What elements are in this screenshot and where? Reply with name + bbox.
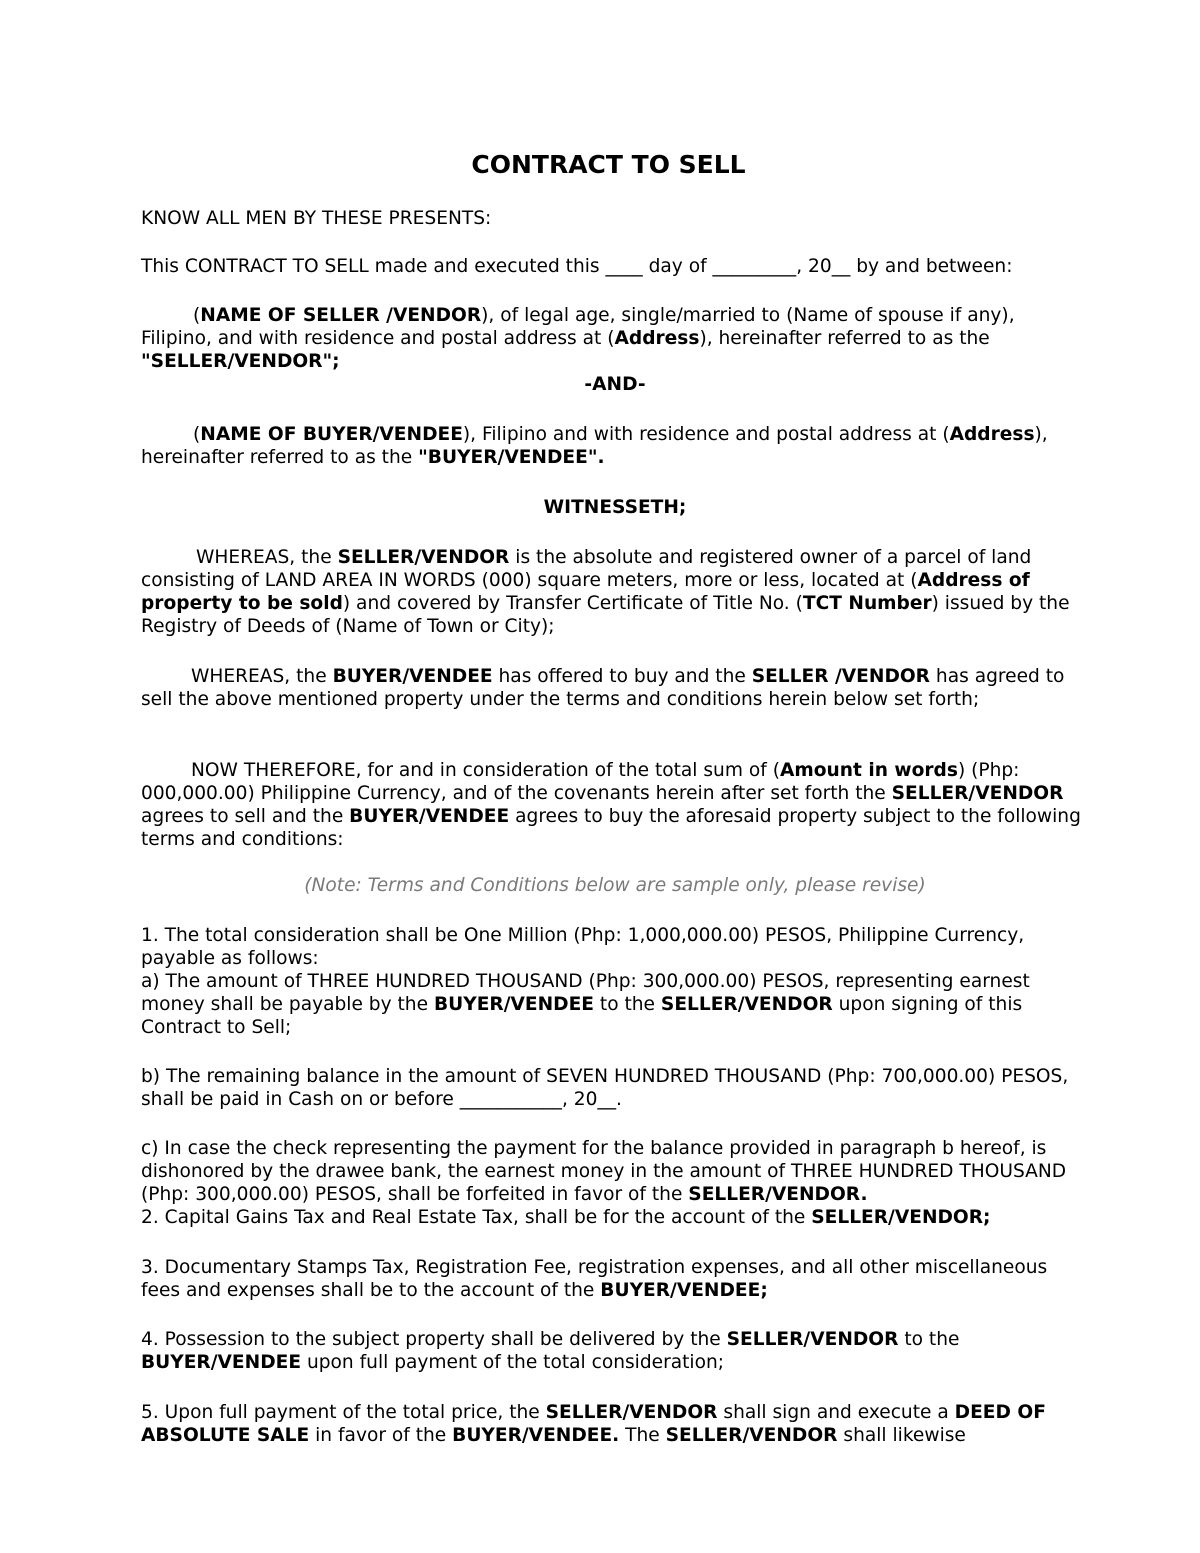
seller-address: Address bbox=[614, 328, 700, 349]
know-all-line: KNOW ALL MEN BY THESE PRESENTS: bbox=[141, 208, 492, 229]
seller-paragraph: (NAME OF SELLER /VENDOR), of legal age, single/married to (Name of spouse if any), Filipino, and with residence and postal address at (Address), hereinafter referred to as the "SELLER/VENDOR"; bbox=[141, 305, 1015, 372]
term-1-paragraph: 1. The total consideration shall be One Million (Php: 1,000,000.00) PESOS, Philippine Currency, payable as follows: a) The amount of THREE HUNDRED THOUSAND (Php: 300,000.00) PESOS, representing earnest money shall be payable by the BUYER/VENDEE to the SELLER/VENDOR upon signing of this Contract to Sell; bbox=[141, 925, 1030, 1038]
term-5-paragraph: 5. Upon full payment of the total price, the SELLER/VENDOR shall sign and execute a DEED OF ABSOLUTE SALE in favor of the BUYER/VENDEE. The SELLER/VENDOR shall likewise bbox=[141, 1402, 1046, 1446]
whereas-offer-paragraph: WHEREAS, the BUYER/VENDEE has offered to buy and the SELLER /VENDOR has agreed to sell the above mentioned property under the terms and conditions herein below set forth; bbox=[141, 666, 1065, 710]
and-separator: -AND- bbox=[584, 374, 646, 395]
buyer-label: "BUYER/VENDEE". bbox=[418, 447, 605, 468]
term-c-paragraph: c) In case the check representing the payment for the balance provided in paragraph b hereof, is dishonored by the drawee bank, the earnest money in the amount of THREE HUNDRED THOUSAND (Php: 300,000.00) PESOS, shall be forfeited in favor of the SELLER/VENDOR. 2. Capital Gains Tax and Real Estate Tax, shall be for the account of the SELLER/VENDOR; bbox=[141, 1138, 1067, 1228]
term-3-paragraph: 3. Documentary Stamps Tax, Registration Fee, registration expenses, and all other miscellaneous fees and expenses shall be to the account of the BUYER/VENDEE; bbox=[141, 1257, 1048, 1301]
buyer-name: NAME OF BUYER/VENDEE bbox=[200, 424, 463, 445]
seller-name: NAME OF SELLER /VENDOR bbox=[200, 305, 482, 326]
term-4-paragraph: 4. Possession to the subject property shall be delivered by the SELLER/VENDOR to the BUYER/VENDEE upon full payment of the total consideration; bbox=[141, 1329, 960, 1373]
seller-label: "SELLER/VENDOR"; bbox=[141, 351, 340, 372]
buyer-address: Address bbox=[949, 424, 1035, 445]
sample-note: (Note: Terms and Conditions below are sample only, please revise) bbox=[304, 875, 926, 896]
intro-paragraph: This CONTRACT TO SELL made and executed this ____ day of _________, 20__ by and between: bbox=[141, 256, 1013, 277]
term-b-paragraph: b) The remaining balance in the amount of SEVEN HUNDRED THOUSAND (Php: 700,000.00) PESOS, shall be paid in Cash on or before ___________, 20__. bbox=[141, 1066, 1069, 1110]
buyer-paragraph: (NAME OF BUYER/VENDEE), Filipino and with residence and postal address at (Address), hereinafter referred to as the "BUYER/VENDEE". bbox=[141, 424, 1048, 468]
witnesseth-heading: WITNESSETH; bbox=[543, 497, 687, 518]
whereas-owner-paragraph: WHEREAS, the SELLER/VENDOR is the absolute and registered owner of a parcel of land consisting of LAND AREA IN WORDS (000) square meters, more or less, located at (Address of property to be sold) and covered by Transfer Certificate of Title No. (TCT Number) issued by the Registry of Deeds of (Name of Town or City); bbox=[141, 547, 1070, 637]
document-title: CONTRACT TO SELL bbox=[471, 150, 746, 179]
now-therefore-paragraph: NOW THEREFORE, for and in consideration of the total sum of (Amount in words) (Php: 000,000.00) Philippine Currency, and of the covenants herein after set forth the SELLER/VENDOR agrees to sell and the BUYER/VENDEE agrees to buy the aforesaid property subject to the following terms and conditions: bbox=[141, 760, 1081, 850]
